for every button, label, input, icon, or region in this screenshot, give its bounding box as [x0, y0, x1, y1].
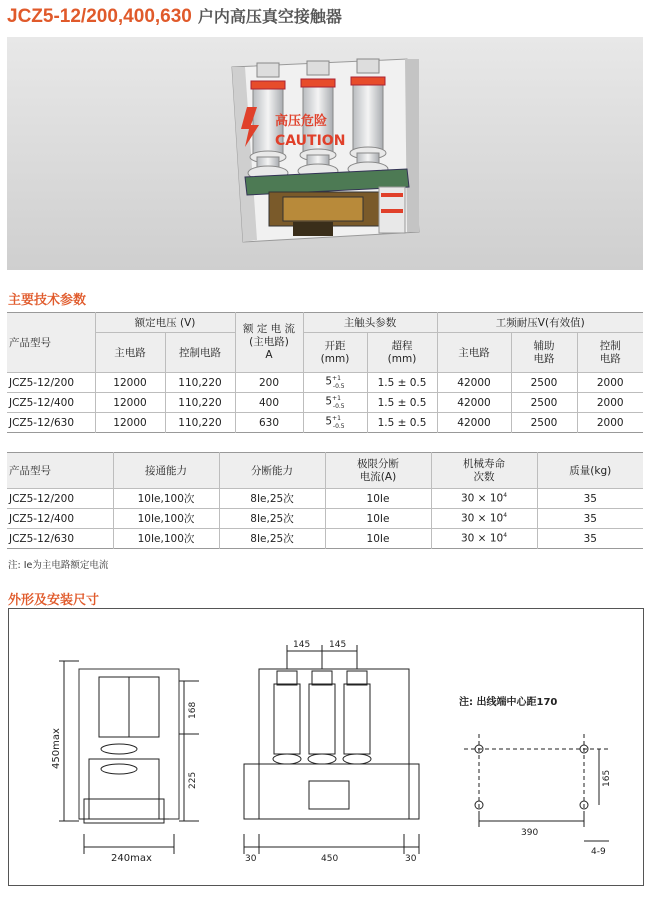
caution-label-en: CAUTION: [275, 133, 346, 149]
header-breaking-capacity: 分断能力: [219, 453, 325, 489]
cell-limit: 10Ie: [325, 509, 431, 529]
cell-main-voltage: 12000: [95, 373, 165, 393]
life-value: 30 × 10: [460, 492, 504, 505]
cell-mass: 35: [537, 489, 643, 509]
spec-table-1: [7, 312, 643, 433]
dim-390: 390: [521, 828, 539, 838]
header-w-aux: 辅助 电路: [511, 333, 577, 373]
header-mass: 质量(kg): [537, 453, 643, 489]
table-row: [7, 529, 643, 549]
gap-tol-plus: +1: [332, 375, 341, 383]
life-value: 30 × 10: [460, 532, 504, 545]
product-description: 户内高压真空接触器: [197, 7, 342, 26]
life-value: 30 × 10: [460, 512, 504, 525]
cell-w-ctrl: 2000: [577, 393, 643, 413]
table-row: [7, 489, 643, 509]
cell-current: 200: [235, 373, 303, 393]
table-row: [7, 373, 643, 393]
gap-tol-plus: +1: [332, 395, 341, 403]
dim-168: 168: [188, 701, 198, 719]
cell-w-main: 42000: [437, 413, 511, 433]
cell-w-aux: 2500: [511, 393, 577, 413]
header-control-circuit: 控制电路: [165, 333, 235, 373]
header-withstand-voltage: 工频耐压V(有效值): [437, 313, 643, 333]
cell-control-voltage: 110,220: [165, 413, 235, 433]
header-model: 产品型号: [7, 453, 113, 489]
header-mechanical-life: 机械寿命 次数: [431, 453, 537, 489]
gap-tol-minus: -0.5: [332, 422, 345, 430]
header-main-circuit: 主电路: [95, 333, 165, 373]
gap-value: 5: [325, 395, 333, 408]
footnote: 注: Ie为主电路额定电流: [8, 560, 109, 571]
spec-table-2: [7, 452, 643, 549]
section-title-dimensions: 外形及安装尺寸: [8, 593, 100, 608]
cell-model: JCZ5-12/630: [7, 413, 95, 433]
header-making-capacity: 接通能力: [113, 453, 219, 489]
cell-model: JCZ5-12/200: [7, 373, 95, 393]
header-limit-current: 极限分断 电流(A): [325, 453, 431, 489]
dim-30-left: 30: [245, 854, 257, 864]
cell-overtravel: 1.5 ± 0.5: [367, 373, 437, 393]
cell-model: JCZ5-12/400: [7, 393, 95, 413]
cell-making: 10Ie,100次: [113, 509, 219, 529]
cell-w-ctrl: 2000: [577, 413, 643, 433]
cell-model: JCZ5-12/630: [7, 529, 113, 549]
cell-breaking: 8Ie,25次: [219, 529, 325, 549]
cell-gap: [303, 413, 367, 433]
cell-w-aux: 2500: [511, 373, 577, 393]
page-title: [7, 4, 342, 28]
dimension-drawing: [8, 608, 644, 886]
cell-limit: 10Ie: [325, 489, 431, 509]
table-row: [7, 413, 643, 433]
cell-w-ctrl: 2000: [577, 373, 643, 393]
dim-145-right: 145: [329, 640, 347, 650]
dim-240max: 240max: [111, 853, 152, 864]
gap-tol-minus: -0.5: [332, 382, 345, 390]
header-overtravel: 超程 (mm): [367, 333, 437, 373]
cell-limit: 10Ie: [325, 529, 431, 549]
dim-450: 450: [321, 854, 339, 864]
mounting-plan: [464, 734, 609, 841]
table-row: [7, 393, 643, 413]
cell-main-voltage: 12000: [95, 413, 165, 433]
cell-w-aux: 2500: [511, 413, 577, 433]
cell-w-main: 42000: [437, 393, 511, 413]
gap-tol-minus: -0.5: [332, 402, 345, 410]
header-rated-current: 额 定 电 流 (主电路) A: [235, 313, 303, 373]
cell-overtravel: 1.5 ± 0.5: [367, 413, 437, 433]
cell-control-voltage: 110,220: [165, 373, 235, 393]
side-view: [59, 661, 199, 854]
dim-30-right: 30: [405, 854, 417, 864]
section-title-specs: 主要技术参数: [8, 293, 87, 308]
cell-life: [431, 489, 537, 509]
cell-current: 400: [235, 393, 303, 413]
contactor-illustration: [7, 37, 643, 270]
dim-4-9: 4-9: [591, 847, 606, 857]
cell-model: JCZ5-12/200: [7, 489, 113, 509]
product-model-title: JCZ5-12/200,400,630: [7, 6, 192, 27]
product-photo: [7, 37, 643, 270]
header-model: 产品型号: [7, 313, 95, 373]
cell-current: 630: [235, 413, 303, 433]
front-view: [244, 645, 419, 854]
header-w-control: 控制 电路: [577, 333, 643, 373]
life-exponent: 4: [503, 492, 508, 500]
table-row: [7, 509, 643, 529]
cell-model: JCZ5-12/400: [7, 509, 113, 529]
gap-value: 5: [325, 375, 333, 388]
gap-tol-plus: +1: [332, 415, 341, 423]
cell-mass: 35: [537, 509, 643, 529]
cell-gap: [303, 393, 367, 413]
dim-450max: 450max: [51, 728, 62, 769]
life-exponent: 4: [503, 512, 508, 520]
cell-making: 10Ie,100次: [113, 529, 219, 549]
cell-breaking: 8Ie,25次: [219, 489, 325, 509]
drawing-note: 注: 出线端中心距170: [459, 697, 558, 708]
cell-main-voltage: 12000: [95, 393, 165, 413]
cell-life: [431, 509, 537, 529]
cell-making: 10Ie,100次: [113, 489, 219, 509]
cell-mass: 35: [537, 529, 643, 549]
life-exponent: 4: [503, 532, 508, 540]
dim-165: 165: [602, 769, 612, 787]
cell-gap: [303, 373, 367, 393]
header-gap: 开距 (mm): [303, 333, 367, 373]
cell-overtravel: 1.5 ± 0.5: [367, 393, 437, 413]
cell-w-main: 42000: [437, 373, 511, 393]
dim-145-left: 145: [293, 640, 311, 650]
cell-control-voltage: 110,220: [165, 393, 235, 413]
header-rated-voltage: 额定电压 (V): [95, 313, 235, 333]
drawing-svg: [9, 609, 643, 885]
gap-value: 5: [325, 415, 333, 428]
caution-label: 高压危险: [275, 114, 328, 129]
header-w-main: 主电路: [437, 333, 511, 373]
dim-225: 225: [188, 771, 198, 789]
cell-breaking: 8Ie,25次: [219, 509, 325, 529]
header-contact-params: 主触头参数: [303, 313, 437, 333]
cell-life: [431, 529, 537, 549]
